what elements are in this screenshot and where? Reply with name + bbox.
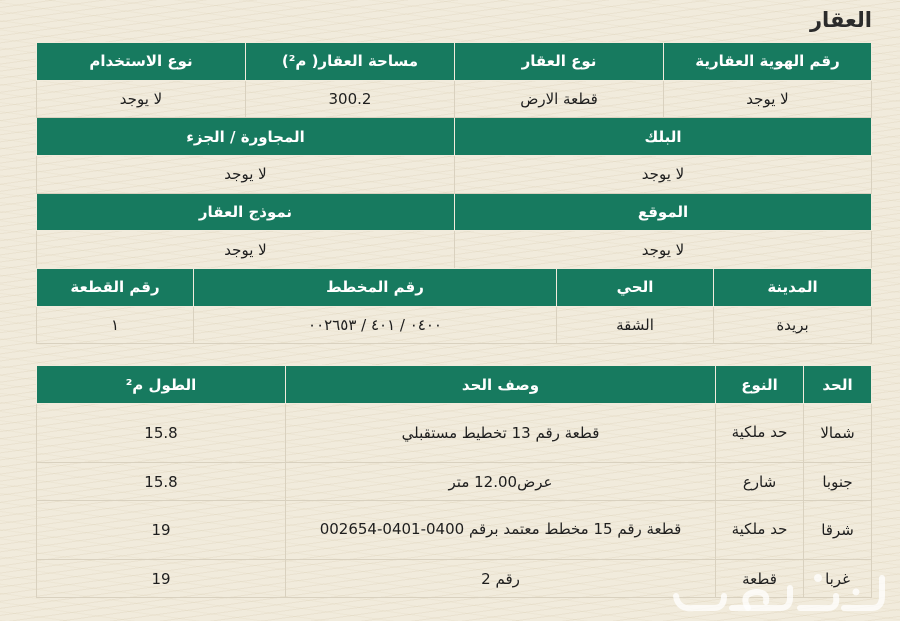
header-side: الحد bbox=[804, 366, 872, 404]
boundary-length: 15.8 bbox=[37, 404, 286, 463]
header-description: وصف الحد bbox=[286, 366, 716, 404]
value-neighborhood-part: لا يوجد bbox=[37, 156, 455, 194]
header-district: الحي bbox=[557, 269, 714, 307]
boundary-length: 19 bbox=[37, 501, 286, 560]
property-info-table bbox=[36, 42, 872, 269]
value-property-type: قطعة الارض bbox=[455, 80, 664, 118]
header-property-type: نوع العقار bbox=[455, 43, 664, 81]
boundary-side: غربا bbox=[804, 560, 872, 598]
value-property-model: لا يوجد bbox=[37, 231, 455, 269]
value-plan-number: ٠٤٠٠ / ٤٠١ / ٠٠٢٦٥٣ bbox=[194, 306, 557, 344]
boundary-side: جنوبا bbox=[804, 463, 872, 501]
location-table bbox=[36, 268, 872, 344]
boundary-type: حد ملكية bbox=[716, 404, 804, 463]
boundaries-table bbox=[36, 365, 872, 598]
boundary-description: رقم 2 bbox=[286, 560, 716, 598]
value-block: لا يوجد bbox=[455, 156, 872, 194]
header-property-area: مساحة العقار( م²) bbox=[246, 43, 455, 81]
haraj-watermark-logo bbox=[668, 566, 890, 616]
boundary-description: عرض12.00 متر bbox=[286, 463, 716, 501]
boundary-length: 15.8 bbox=[37, 463, 286, 501]
header-neighborhood-part: المجاورة / الجزء bbox=[37, 118, 455, 156]
table-row bbox=[37, 501, 872, 560]
header-property-id: رقم الهوية العقارية bbox=[664, 43, 872, 81]
boundary-length: 19 bbox=[37, 560, 286, 598]
boundary-description: قطعة رقم 13 تخطيط مستقبلي bbox=[286, 404, 716, 463]
header-location: الموقع bbox=[455, 193, 872, 231]
value-plot-number: ١ bbox=[37, 306, 194, 344]
value-property-id: لا يوجد bbox=[664, 80, 872, 118]
header-length: الطول م² bbox=[37, 366, 286, 404]
header-plot-number: رقم القطعة bbox=[37, 269, 194, 307]
header-plan-number: رقم المخطط bbox=[194, 269, 557, 307]
boundary-type: حد ملكية bbox=[716, 501, 804, 560]
header-block: البلك bbox=[455, 118, 872, 156]
value-city: بريدة bbox=[714, 306, 872, 344]
header-city: المدينة bbox=[714, 269, 872, 307]
boundary-description: قطعة رقم 15 مخطط معتمد برقم 0400-0401-002654 bbox=[286, 501, 716, 560]
value-location: لا يوجد bbox=[455, 231, 872, 269]
boundary-type: قطعة bbox=[716, 560, 804, 598]
header-usage-type: نوع الاستخدام bbox=[37, 43, 246, 81]
boundary-type: شارع bbox=[716, 463, 804, 501]
header-type: النوع bbox=[716, 366, 804, 404]
table-row bbox=[37, 404, 872, 463]
table-row bbox=[37, 463, 872, 501]
boundary-side: شرقا bbox=[804, 501, 872, 560]
value-district: الشقة bbox=[557, 306, 714, 344]
section-title: العقار bbox=[809, 8, 872, 32]
header-property-model: نموذج العقار bbox=[37, 193, 455, 231]
value-property-area: 300.2 bbox=[246, 80, 455, 118]
boundary-side: شمالا bbox=[804, 404, 872, 463]
value-usage-type: لا يوجد bbox=[37, 80, 246, 118]
